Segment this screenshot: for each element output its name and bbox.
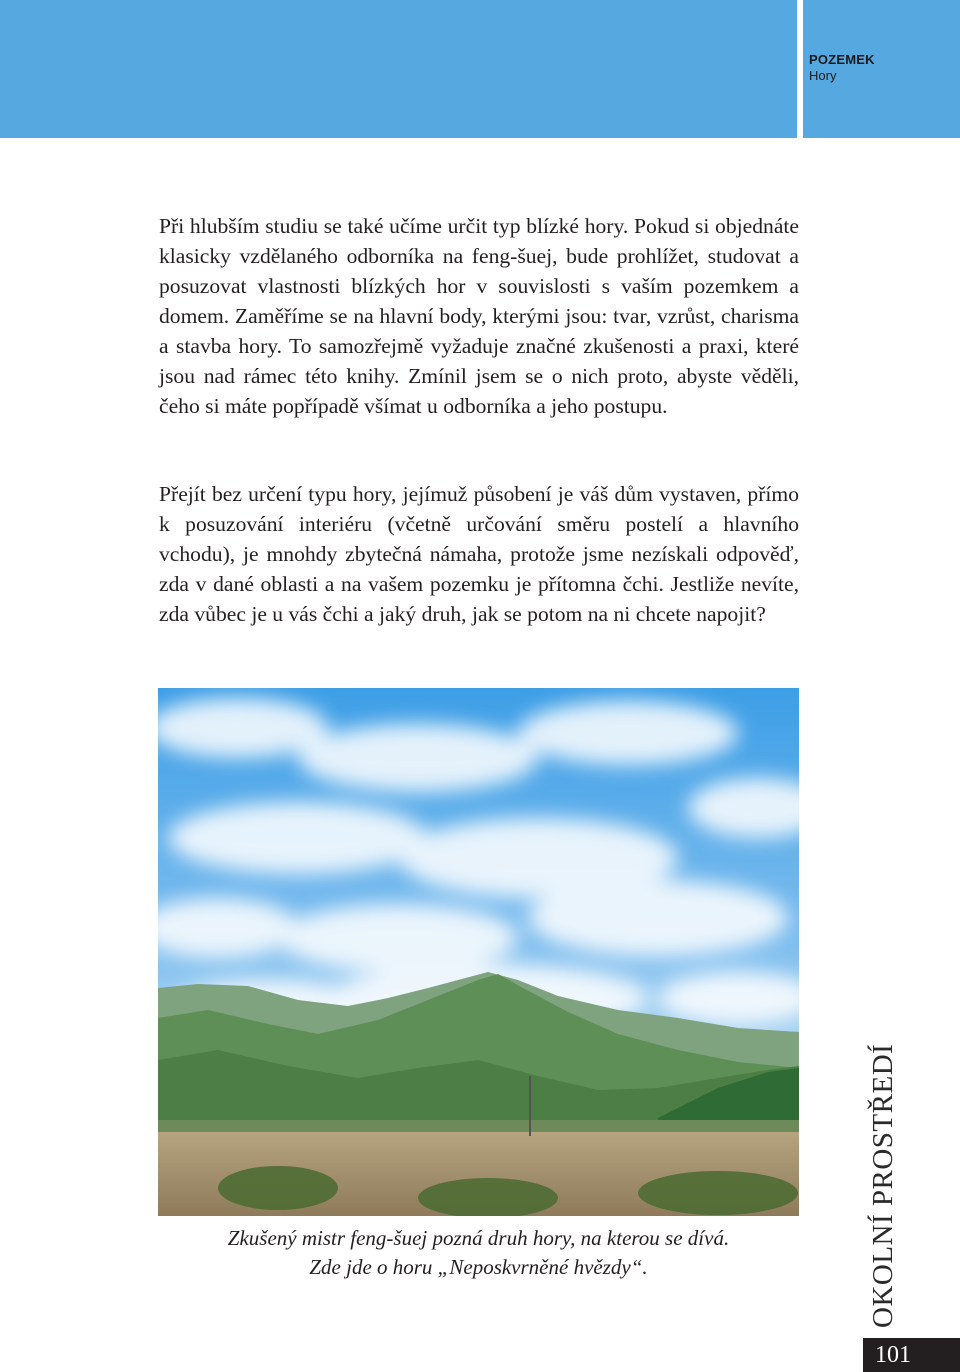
body-paragraph-1: Při hlubším studiu se také učíme určit typ blízké hory. Pokud si objednáte klasicky vzdělaného odborníka na feng-šuej, bude prohlížet, studovat a posuzovat vlastnosti blízkých hor v souvislosti s vaším pozemkem a domem. Zaměříme se na hlavní body, kterými jsou: tvar, vzrůst, charisma a stavba hory. To samozřejmě vyžaduje značné zkušenosti a praxi, které jsou nad rámec této knihy. Zmínil jsem se o nich proto, abyste věděli, čeho si máte popřípadě všímat u odborníka a jeho postupu. [159, 214, 799, 418]
treeline [158, 1120, 799, 1132]
caption-line-2: Zde jde o horu „Neposkvrněné hvězdy“. [309, 1255, 648, 1279]
header-section-title: POZEMEK [809, 52, 875, 67]
chapter-side-label: OKOLNÍ PROSTŘEDÍ [867, 1043, 899, 1328]
mountain-photo [158, 688, 799, 1216]
page-number: 101 [863, 1338, 960, 1372]
header-subsection-title: Hory [809, 68, 837, 83]
body-paragraph-2: Přejít bez určení typu hory, jejímuž působení je váš dům vystaven, přímo k posuzování interiéru (včetně určování směru postelí a hlavního vchodu), je mnohdy zbytečná námaha, protože jsme nezískali odpověď, zda v dané oblasti a na vašem pozemku je přítomna čchi. Jestliže nevíte, zda vůbec je u vás čchi a jaký druh, jak se potom na ni chcete napojit? [159, 482, 799, 626]
header-band [0, 0, 797, 138]
photo-caption [158, 1224, 799, 1282]
caption-line-1: Zkušený mistr feng-šuej pozná druh hory, na kterou se dívá. [227, 1226, 730, 1250]
